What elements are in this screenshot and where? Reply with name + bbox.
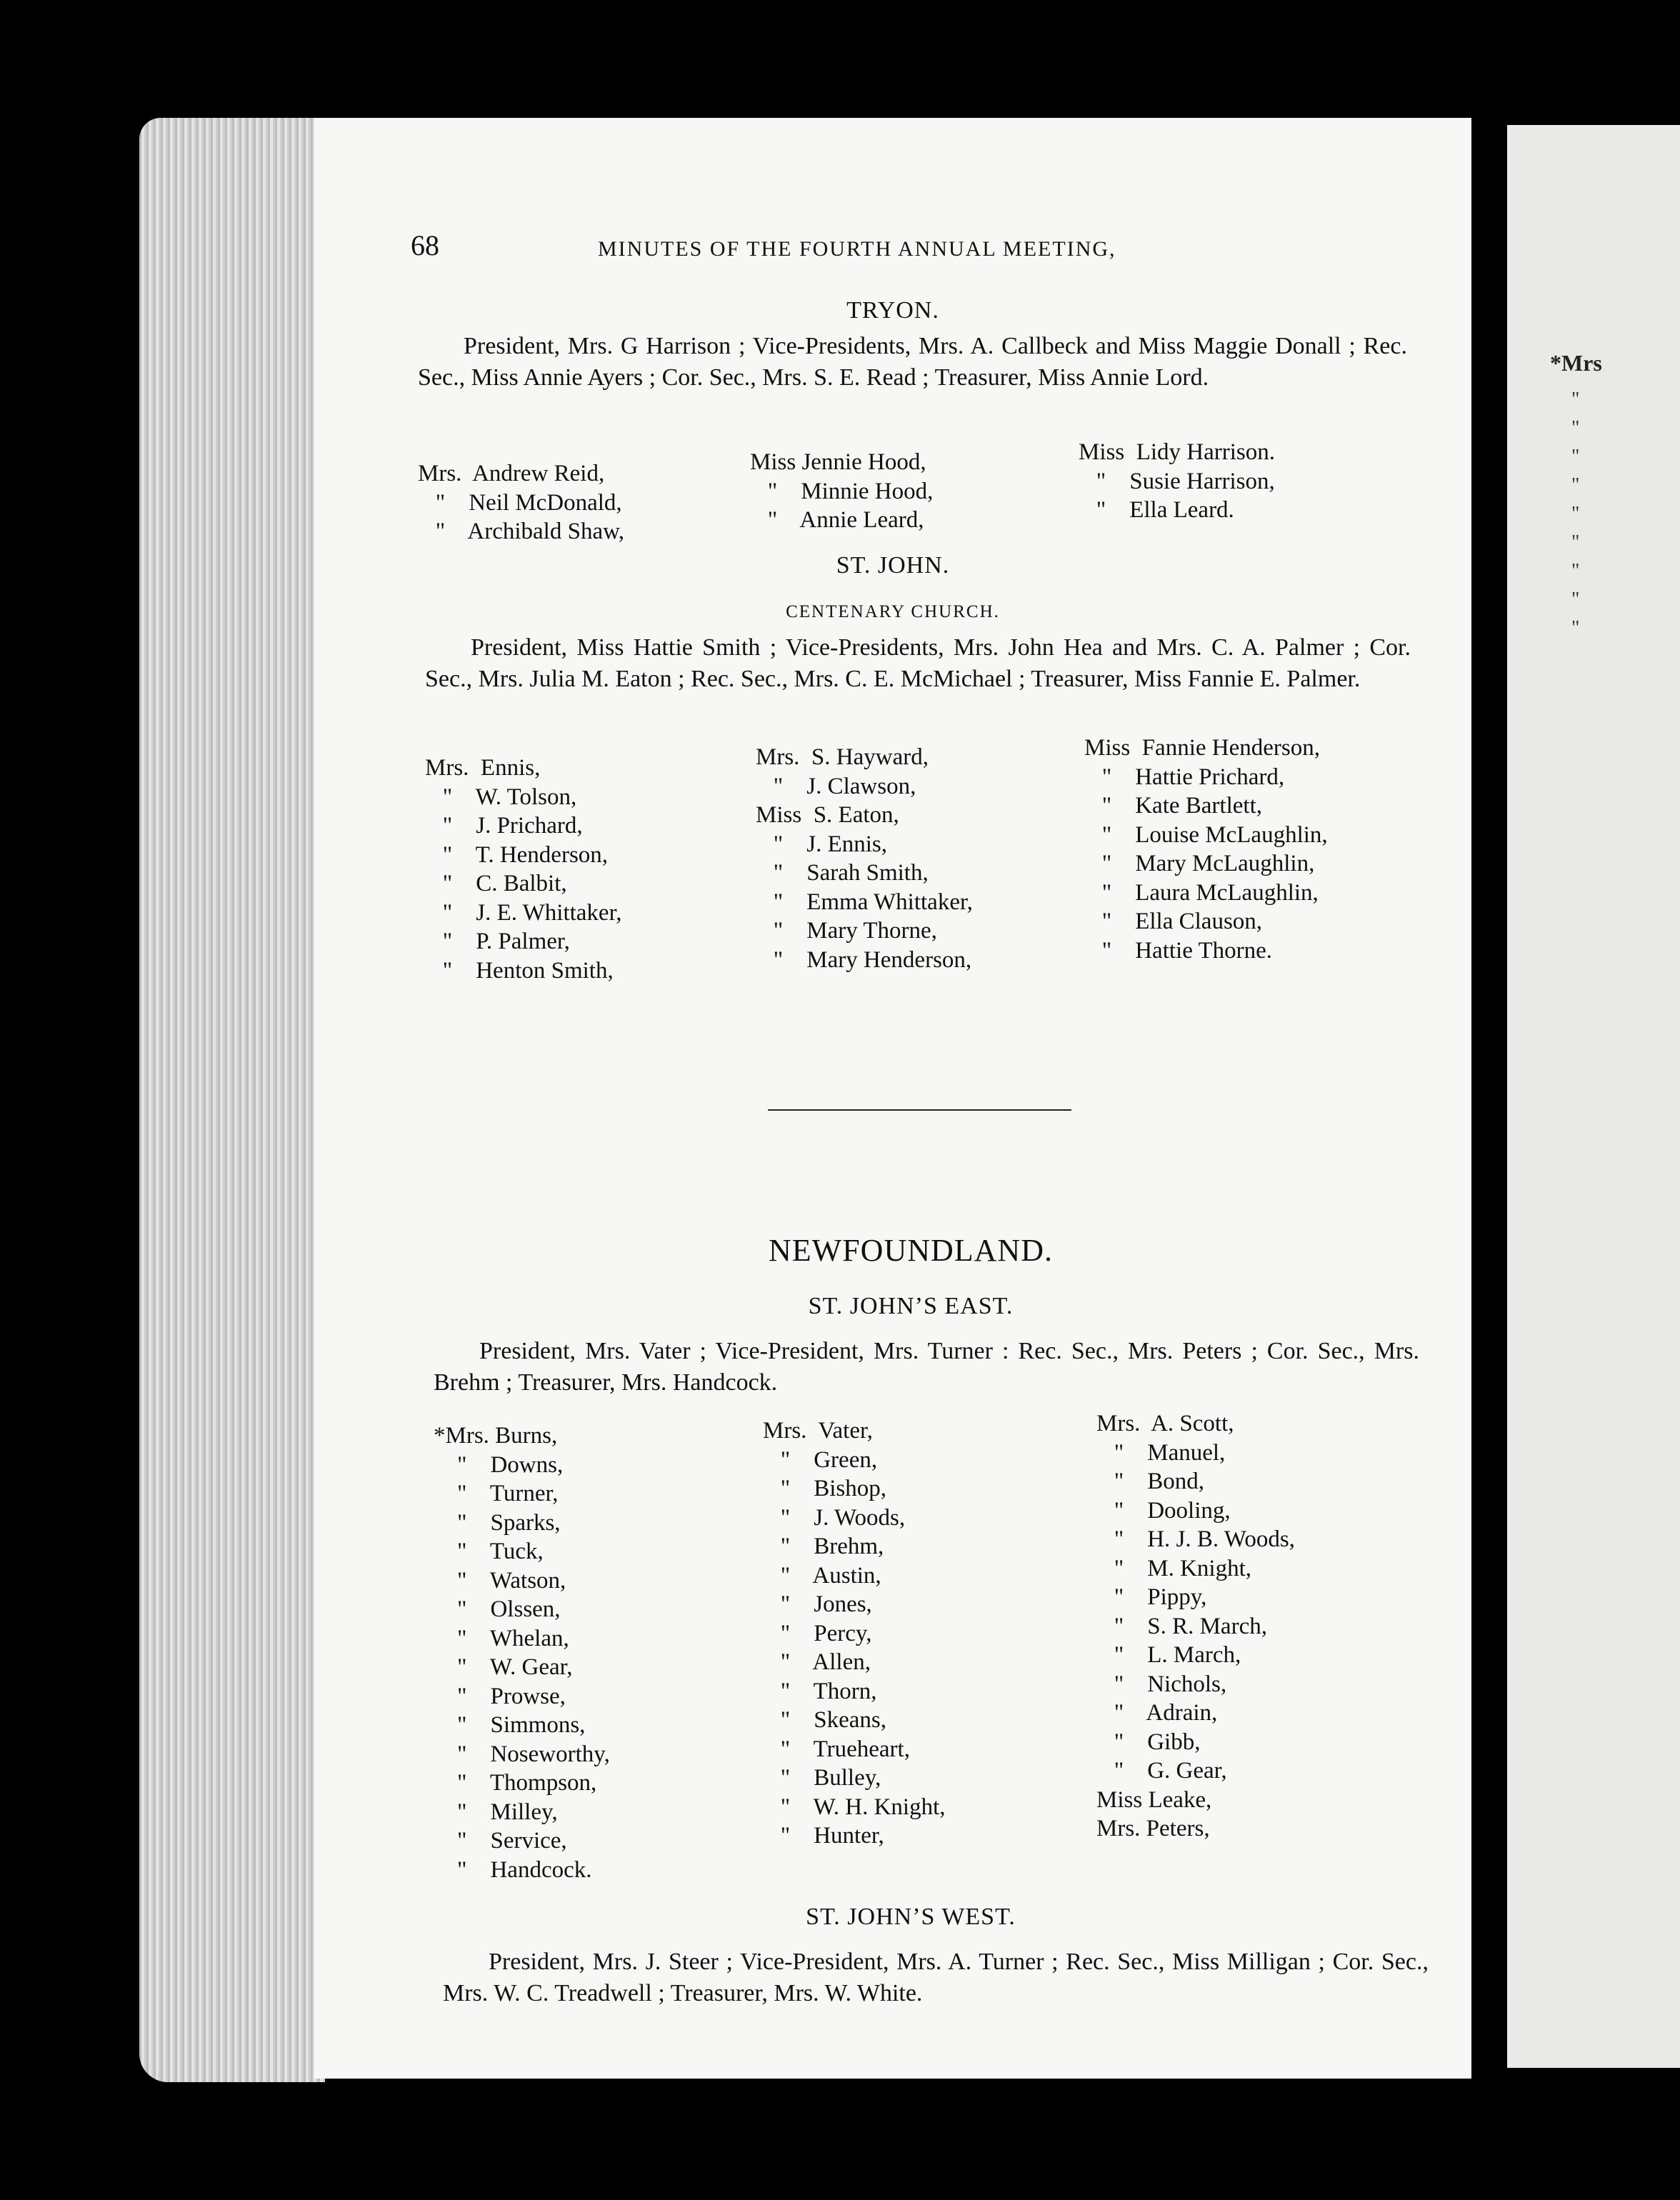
st-johns-west-officers: President, Mrs. J. Steer ; Vice-President, Mrs. A. Turner ; Rec. Sec., Miss Milligan ; Cor. Sec., Mrs. W. C. Treadwell ; Treasurer, Mrs. W. White. [443,1949,1429,2006]
page-header [411,229,1354,271]
section-title-st-johns-west: ST. JOHN’S WEST. [806,1904,1016,1930]
church-name: CENTENARY CHURCH. [786,602,1000,621]
running-title: MINUTES OF THE FOURTH ANNUAL MEETING, [598,237,1116,261]
st-johns-east-members-col3: Mrs. A. Scott, " Manuel, " Bond, " Dooling, " H. J. B. Woods, " M. Knight, " Pippy, " S. R. March, " L. March, " Nichols, " Adrain, " Gibb, " G. Gear, Miss Leake, Mrs. Peters, [1096,1411,1295,1841]
tryon-officers: President, Mrs. G Harrison ; Vice-Presidents, Mrs. A. Callbeck and Miss Maggie Donall ; Rec. Sec., Miss Annie Ayers ; Cor. Sec., Mrs. S. E. Read ; Treasurer, Miss Annie Lord. [418,333,1407,391]
st-johns-east-members-col2: Mrs. Vater, " Green, " Bishop, " J. Woods, " Brehm, " Austin, " Jones, " Percy, " Allen, " Thorn, " Skeans, " Trueheart, " Bulley, " W. H. Knight, " Hunter, [763,1418,946,1849]
tryon-members-col2: Miss Jennie Hood, " Minnie Hood, " Annie Leard, [750,449,934,533]
section-title-tryon: TRYON. [846,297,939,324]
book-page-edges [139,118,325,2082]
section-title-st-johns-east: ST. JOHN’S EAST. [808,1293,1014,1319]
tryon-members-col1: Mrs. Andrew Reid, " Neil McDonald, " Archibald Shaw, [418,461,625,544]
section-divider [768,1109,1071,1111]
facing-page [1507,125,1680,2068]
st-john-members-col2: Mrs. S. Hayward, " J. Clawson, Miss S. Eaton, " J. Ennis, " Sarah Smith, " Emma Whittaker, " Mary Thorne, " Mary Henderson, [756,744,973,973]
facing-page-stub: *Mrs [1550,350,1602,376]
st-john-members-col1: Mrs. Ennis, " W. Tolson, " J. Prichard, " T. Henderson, " C. Balbit, " J. E. Whittaker, " P. Palmer, " Henton Smith, [425,755,622,984]
st-john-members-col3: Miss Fannie Henderson, " Hattie Prichard, " Kate Bartlett, " Louise McLaughlin, " Mary McLaughlin, " Laura McLaughlin, " Ella Clauson, " Hattie Thorne. [1084,735,1328,964]
st-johns-east-officers: President, Mrs. Vater ; Vice-President, Mrs. Turner : Rec. Sec., Mrs. Peters ; Cor. Sec., Mrs. Brehm ; Treasurer, Mrs. Handcock. [434,1338,1419,1396]
st-john-officers: President, Miss Hattie Smith ; Vice-Presidents, Mrs. John Hea and Mrs. C. A. Palmer ; Cor. Sec., Mrs. Julia M. Eaton ; Rec. Sec., Mrs. C. E. McMichael ; Treasurer, Miss Fannie E. Palmer. [425,634,1411,692]
section-title-st-john: ST. JOHN. [836,552,950,579]
facing-page-dittos: " " " " " " " " " [1571,389,1580,639]
page-number: 68 [411,229,439,261]
region-title-newfoundland: NEWFOUNDLAND. [769,1233,1053,1268]
st-johns-east-members-col1: *Mrs. Burns, " Downs, " Turner, " Sparks, " Tuck, " Watson, " Olssen, " Whelan, " W. Gear, " Prowse, " Simmons, " Noseworthy, " Thompson, " Milley, " Service, " Handcock. [434,1423,610,1883]
tryon-members-col3: Miss Lidy Harrison. " Susie Harrison, " Ella Leard. [1079,439,1275,523]
